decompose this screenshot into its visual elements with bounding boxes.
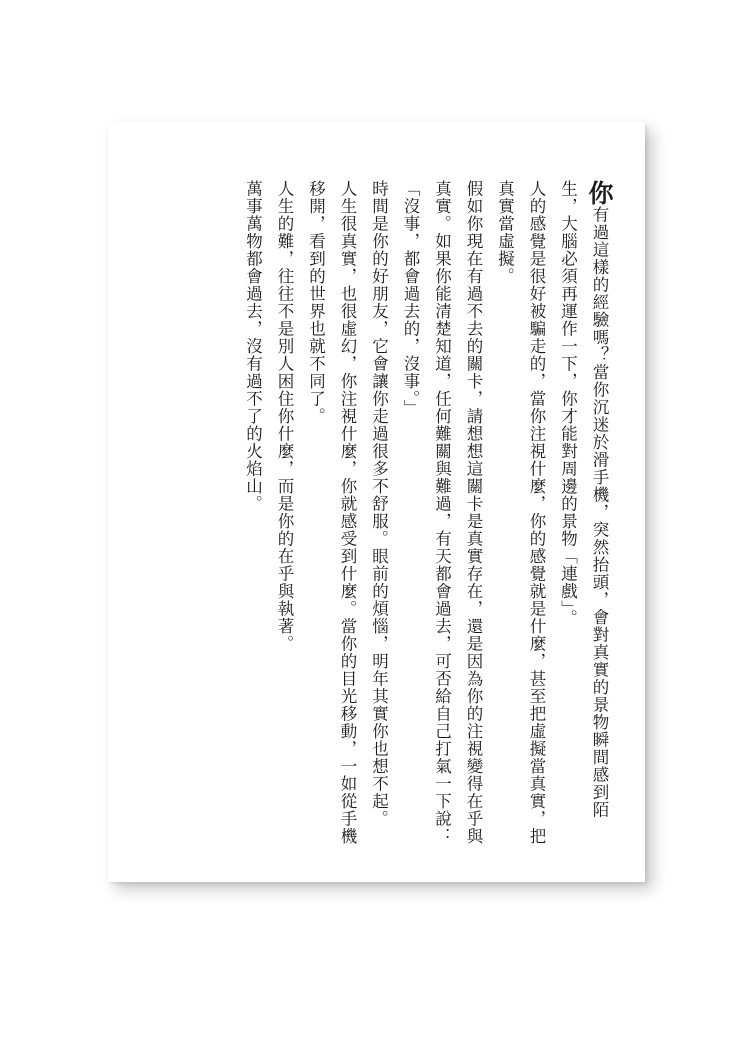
paragraph-6: 人生很真實，也很虛幻，你注視什麼，你就感受到什麼。當你的目光移動，一如從手機移開，看到的世界也就不同了。 <box>306 180 357 845</box>
paragraph-8: 萬事萬物都會過去，沒有過不了的火焰山。 <box>243 180 263 513</box>
paragraph-4-quote: 「沒事，都會過去的，沒事。」 <box>401 180 420 417</box>
paragraph-1 <box>552 180 615 850</box>
book-page <box>108 122 645 882</box>
paragraph-text: 有過這樣的經驗嗎？當你沉迷於滑手機，突然抬頭，會對真實的景物瞬間感到陌生，大腦必須再運作一下，你才能對周邊的景物「連戲」。 <box>558 180 609 819</box>
vertical-text-body <box>237 180 615 850</box>
drop-cap: 你 <box>585 180 614 206</box>
paragraph-3: 假如你現在有過不去的關卡，請想想這關卡是真實存在，還是因為你的注視變得在乎與真實。如果你能清楚知道，任何難關與難過，有天都會過去，可否給自己打氣一下說： <box>432 180 483 845</box>
paragraph-7: 人生的難，往往不是別人困住你什麼，而是你的在乎與執著。 <box>275 180 294 653</box>
paragraph-2: 人的感覺是很好被騙走的，當你注視什麼，你的感覺就是什麼，甚至把虛擬當真實，把真實當虛擬。 <box>495 180 546 845</box>
paragraph-5: 時間是你的好朋友，它會讓你走過很多不舒服。眼前的煩惱，明年其實你也想不起。 <box>369 180 389 828</box>
